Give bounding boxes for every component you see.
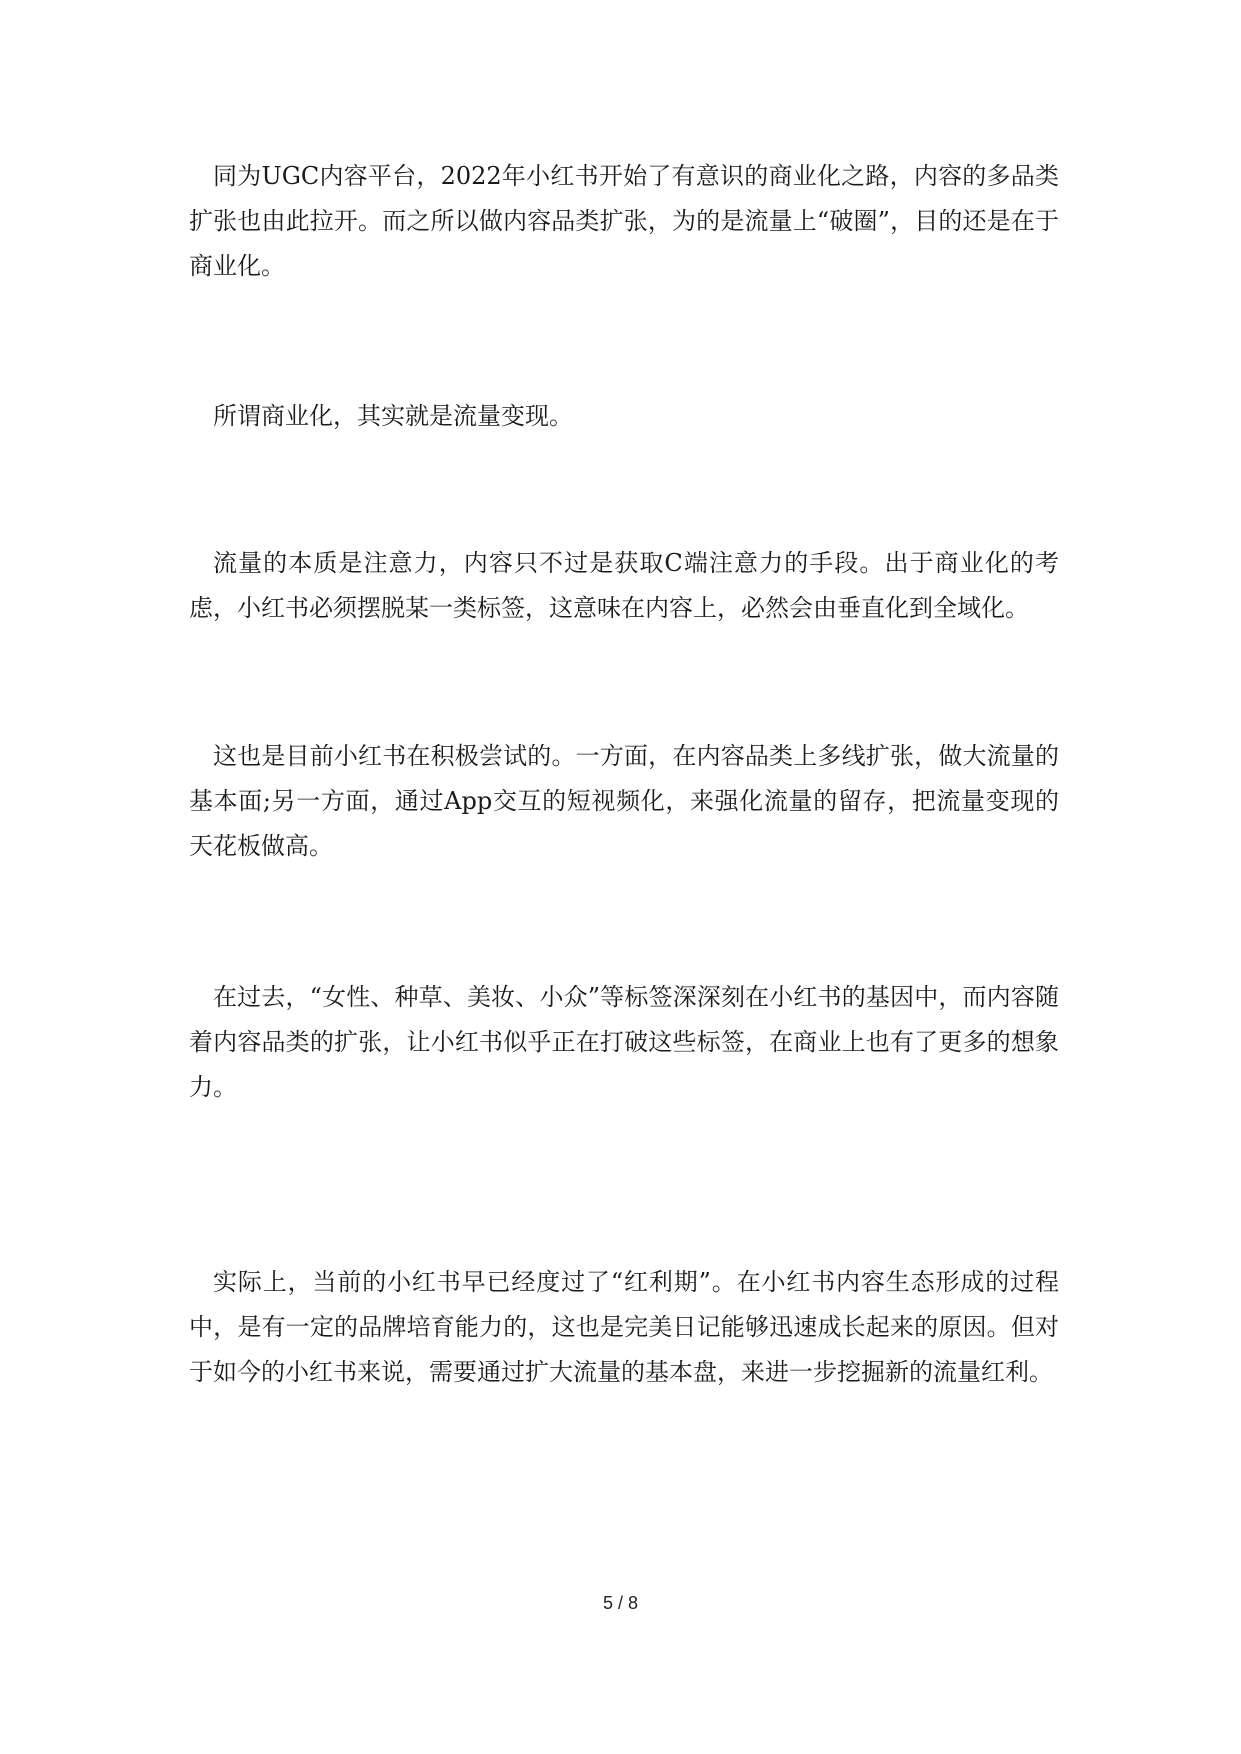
paragraph-commercialization-definition: 所谓商业化，其实就是流量变现。 xyxy=(213,402,573,430)
paragraph-dividend-period: 实际上，当前的小红书早已经度过了“红利期”。在小红书内容生态形成的过程中，是有一定的品牌培育能力的，这也是完美日记能够迅速成长起来的原因。但对于如今的小红书来说，需要通过扩大流量的基本盘，来进一步挖掘新的流量红利。 xyxy=(189,1268,1059,1386)
paragraph-current-attempts: 这也是目前小红书在积极尝试的。一方面，在内容品类上多线扩张，做大流量的基本面;另一方面，通过App交互的短视频化，来强化流量的留存，把流量变现的天花板做高。 xyxy=(189,742,1059,860)
paragraph-ugc-commercialization: 同为UGC内容平台，2022年小红书开始了有意识的商业化之路，内容的多品类扩张也由此拉开。而之所以做内容品类扩张，为的是流量上“破圈”，目的还是在于商业化。 xyxy=(189,162,1059,280)
paragraph-past-labels: 在过去，“女性、种草、美妆、小众”等标签深深刻在小红书的基因中，而内容随着内容品类的扩张，让小红书似乎正在打破这些标签，在商业上也有了更多的想象力。 xyxy=(189,983,1059,1101)
paragraph-traffic-essence: 流量的本质是注意力，内容只不过是获取C端注意力的手段。出于商业化的考虑，小红书必须摆脱某一类标签，这意味在内容上，必然会由垂直化到全域化。 xyxy=(189,549,1059,622)
page-number: 5 / 8 xyxy=(602,1593,639,1613)
